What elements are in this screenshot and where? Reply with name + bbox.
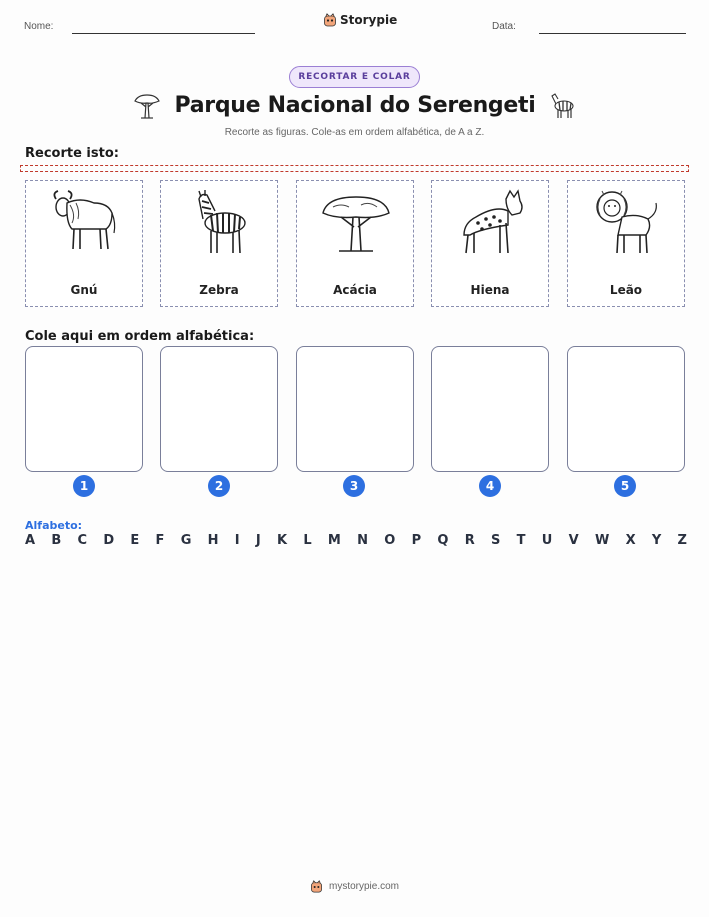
date-label: Data: (492, 21, 516, 32)
acacia-tree-icon (132, 92, 162, 120)
zebra-icon (185, 189, 255, 257)
card-label: Leão (609, 283, 643, 297)
hyena-icon (456, 189, 526, 257)
card-label: Gnú (70, 283, 98, 297)
paste-slot-5[interactable] (567, 346, 685, 472)
alphabet-letter: M (327, 533, 341, 548)
acacia-tree-icon (321, 189, 391, 257)
alphabet-row (25, 533, 687, 548)
name-line[interactable] (72, 33, 255, 34)
alphabet-letter: W (594, 533, 610, 548)
cut-card-hyena[interactable] (431, 180, 549, 307)
lion-icon (592, 189, 662, 257)
name-label: Nome: (24, 21, 54, 32)
cut-card-wildebeest[interactable] (25, 180, 143, 307)
brand-name: Storypie (340, 13, 398, 27)
paste-slot-3[interactable] (296, 346, 414, 472)
zebra-icon (546, 90, 578, 120)
alphabet-letter: D (103, 533, 115, 548)
alphabet-letter: Z (677, 533, 687, 548)
cut-line (20, 165, 689, 172)
alphabet-letter: R (464, 533, 475, 548)
alphabet-letter: Y (651, 533, 662, 548)
alphabet-letter: I (234, 533, 240, 548)
slot-number-badge: 1 (73, 475, 95, 497)
card-label: Acácia (333, 283, 377, 297)
alphabet-letter: A (25, 533, 36, 548)
date-line[interactable] (539, 33, 686, 34)
alphabet-letter: K (277, 533, 288, 548)
alphabet-letter: H (207, 533, 219, 548)
page-title: Parque Nacional do Serengeti (174, 93, 536, 118)
slot-number-badge: 2 (208, 475, 230, 497)
alphabet-letter: G (180, 533, 192, 548)
cut-card-acacia[interactable] (296, 180, 414, 307)
alphabet-letter: B (51, 533, 62, 548)
alphabet-letter: L (303, 533, 312, 548)
card-label: Hiena (470, 283, 510, 297)
wildebeest-icon (50, 189, 120, 257)
alphabet-letter: V (568, 533, 579, 548)
alphabet-letter: F (155, 533, 165, 548)
alphabet-letter: E (130, 533, 140, 548)
alphabet-letter: C (77, 533, 88, 548)
slot-number-badge: 5 (614, 475, 636, 497)
paste-slot-1[interactable] (25, 346, 143, 472)
activity-badge: RECORTAR E COLAR (289, 66, 420, 88)
paste-slot-2[interactable] (160, 346, 278, 472)
cut-heading: Recorte isto: (25, 146, 119, 161)
alphabet-letter: Q (437, 533, 449, 548)
storypie-mascot-icon (323, 13, 337, 27)
alphabet-heading: Alfabeto: (25, 519, 83, 532)
paste-slot-4[interactable] (431, 346, 549, 472)
alphabet-letter: S (491, 533, 501, 548)
cut-card-zebra[interactable] (160, 180, 278, 307)
paste-heading: Cole aqui em ordem alfabética: (25, 329, 255, 344)
storypie-logo (323, 13, 397, 27)
slot-number-badge: 3 (343, 475, 365, 497)
instructions: Recorte as figuras. Cole-as em ordem alfabética, de A a Z. (224, 127, 485, 138)
storypie-mascot-icon (310, 880, 323, 893)
alphabet-letter: N (357, 533, 369, 548)
alphabet-letter: J (255, 533, 261, 548)
card-label: Zebra (199, 283, 239, 297)
alphabet-letter: T (516, 533, 526, 548)
alphabet-letter: O (384, 533, 396, 548)
alphabet-letter: P (411, 533, 422, 548)
slot-number-badge: 4 (479, 475, 501, 497)
alphabet-letter: U (541, 533, 553, 548)
cut-card-lion[interactable] (567, 180, 685, 307)
footer-url[interactable]: mystorypie.com (328, 881, 399, 892)
footer (0, 880, 709, 893)
alphabet-letter: X (625, 533, 636, 548)
